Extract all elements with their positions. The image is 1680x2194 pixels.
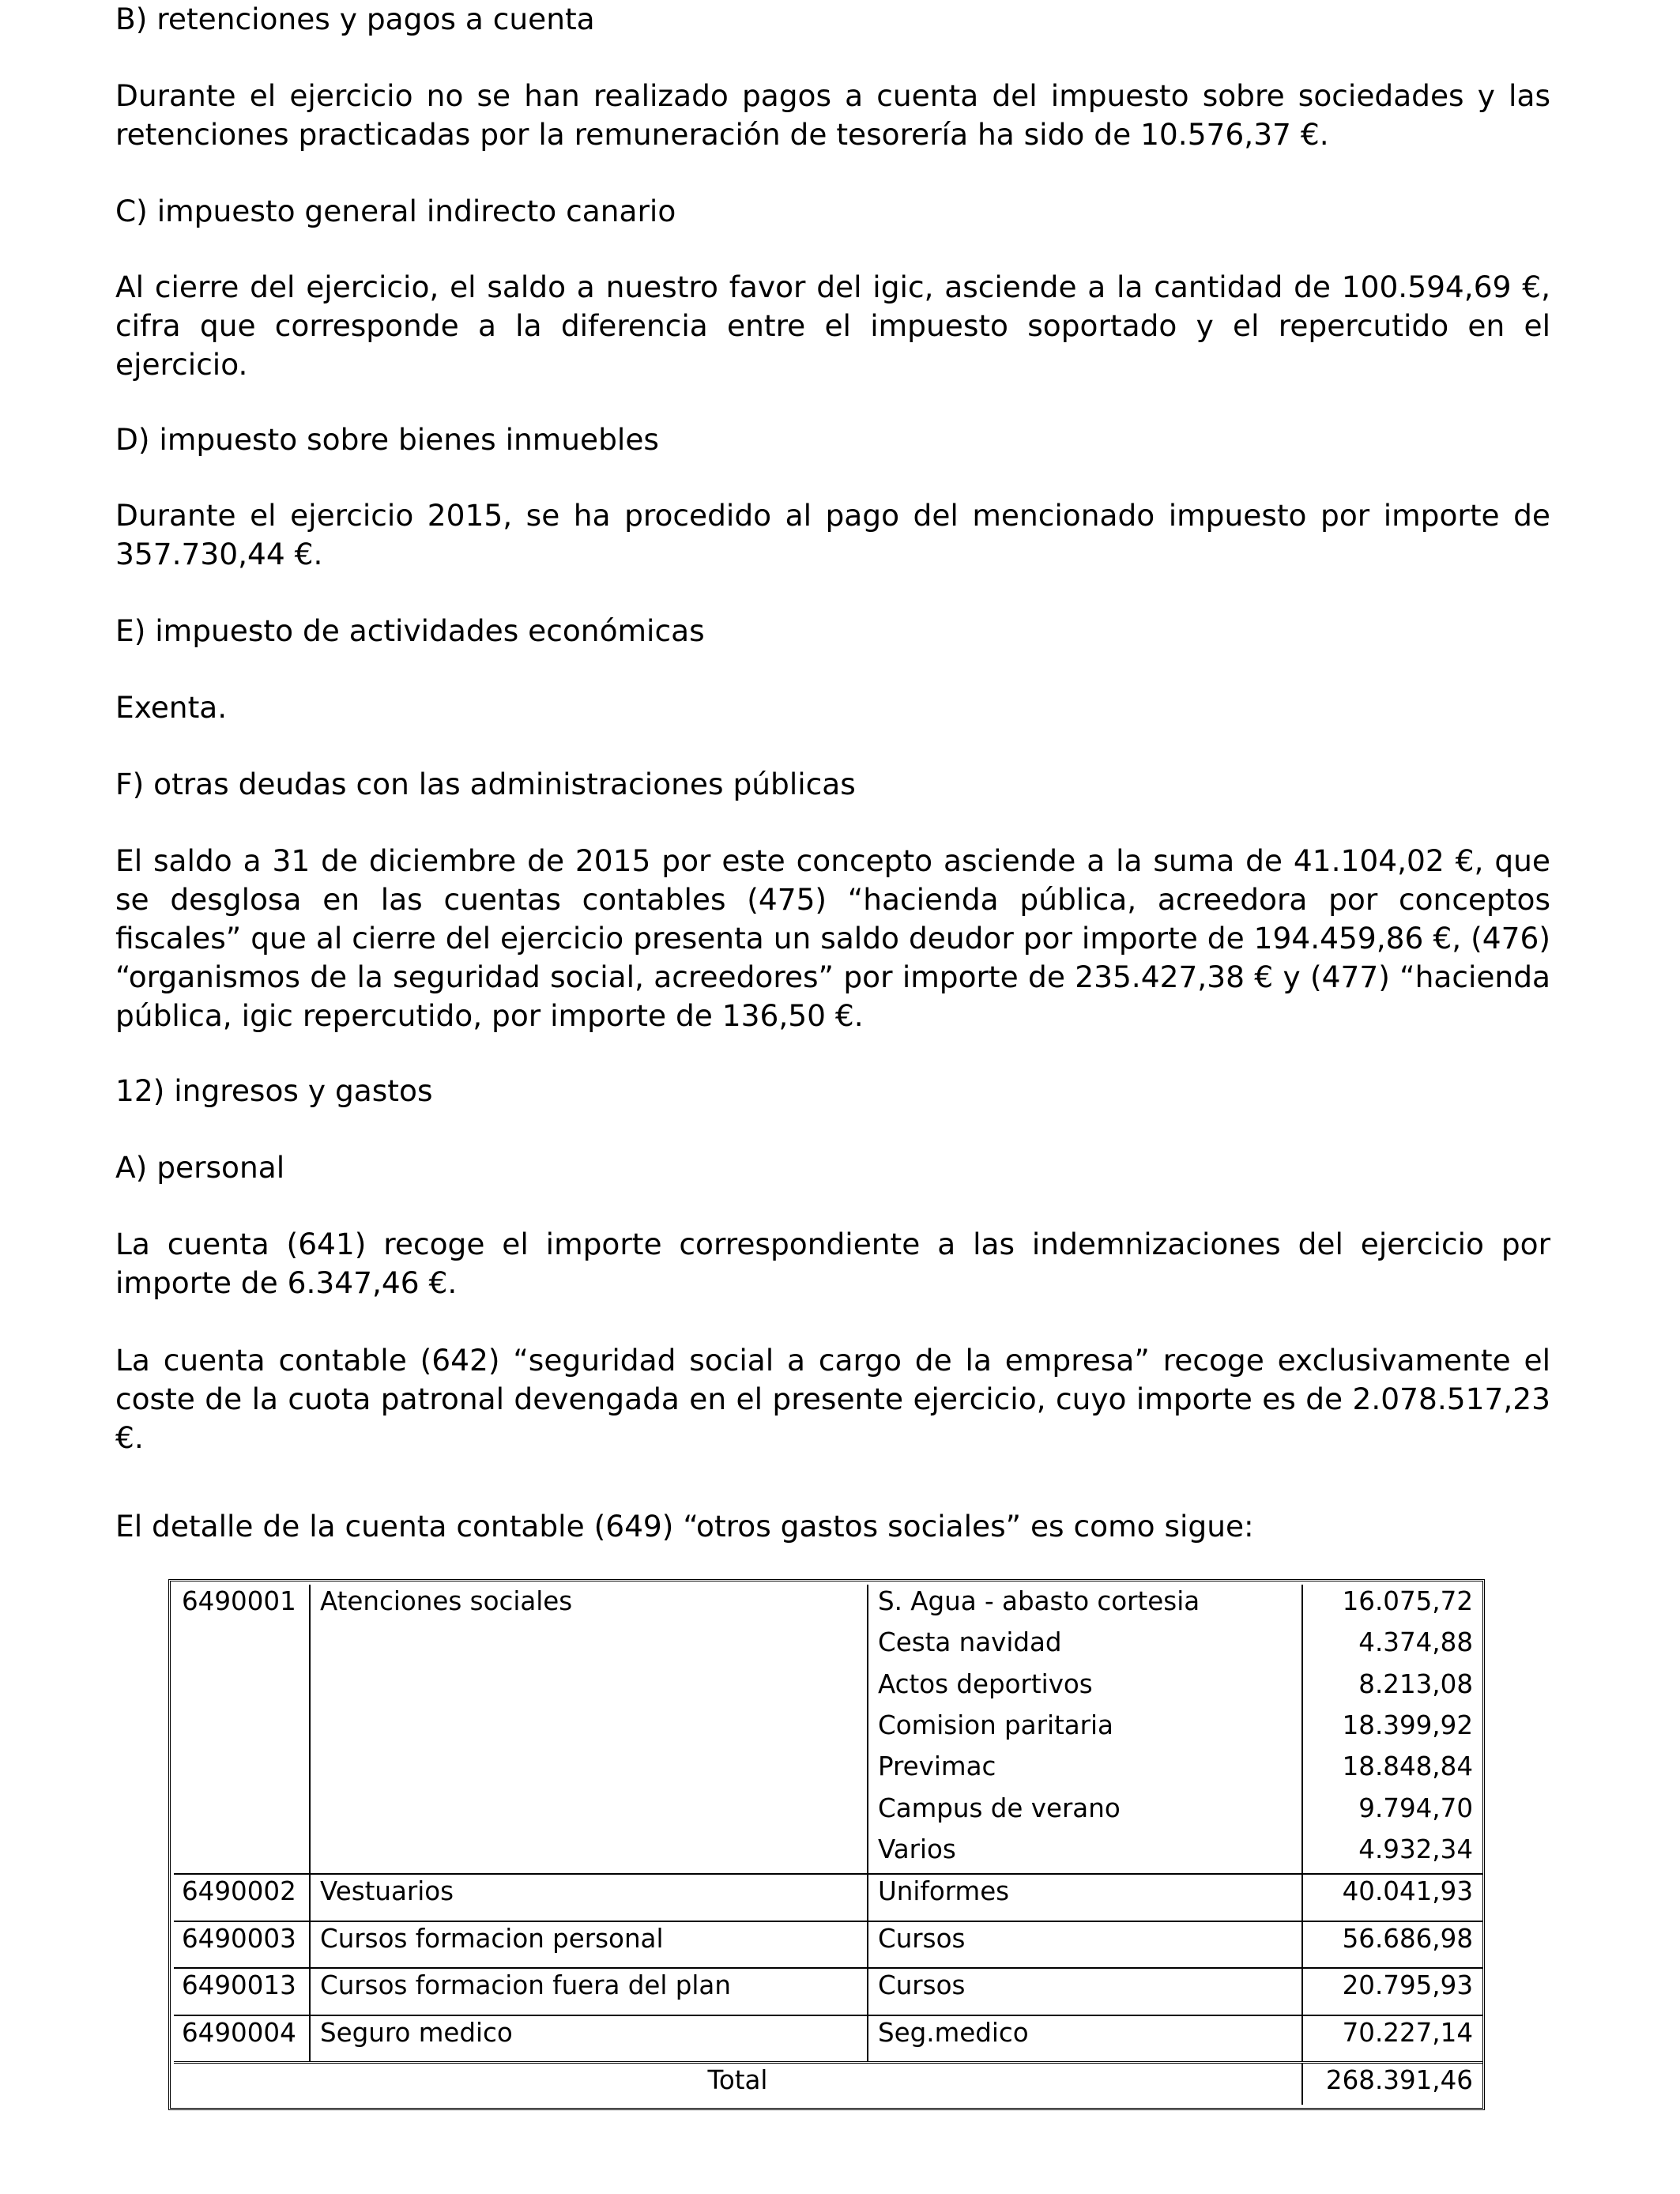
concept-cell: Actos deportivos xyxy=(868,1668,1302,1709)
account-name-cell xyxy=(310,1626,868,1667)
amount-cell: 18.399,92 xyxy=(1302,1709,1482,1750)
concept-cell: Cursos xyxy=(868,1921,1302,1969)
table-row xyxy=(174,1668,1482,1709)
account-name-cell: Atenciones sociales xyxy=(310,1585,868,1626)
paragraph-642: La cuenta contable (642) “seguridad social a cargo de la empresa” recoge exclusivamente el coste de la cuota patronal devengada en el presente ejercicio, cuyo importe es de 2.078.517,23 €. xyxy=(115,1343,1550,1455)
section-text-f: El saldo a 31 de diciembre de 2015 por este concepto asciende a la suma de 41.104,02 €, que se desglosa en las cuentas contables (475) “hacienda pública, acreedora por conceptos fiscales” que al cierre del ejercicio presenta un saldo deudor por importe de 194.459,86 €, (476) “organismos de la seguridad social, acreedores” por importe de 235.427,38 € y (477) “hacienda pública, igic repercutido, por importe de 136,50 €. xyxy=(115,843,1550,1033)
account-name-cell: Vestuarios xyxy=(310,1874,868,1921)
table-row xyxy=(174,1585,1482,1626)
account-name-cell xyxy=(310,1833,868,1874)
table-row xyxy=(174,1709,1482,1750)
concept-cell: Uniformes xyxy=(868,1874,1302,1921)
section-text-e: Exenta. xyxy=(115,690,228,725)
section-heading-e: E) impuesto de actividades económicas xyxy=(115,613,705,648)
table-total-row xyxy=(174,2063,1482,2105)
section-heading-b: B) retenciones y pagos a cuenta xyxy=(115,2,595,36)
section-heading-12: 12) ingresos y gastos xyxy=(115,1073,433,1108)
concept-cell: Seg.medico xyxy=(868,2015,1302,2063)
total-amount: 268.391,46 xyxy=(1302,2063,1482,2105)
account-name-cell xyxy=(310,1668,868,1709)
table-row xyxy=(174,2015,1482,2063)
social-expenses-grid xyxy=(174,1585,1482,2105)
section-heading-d: D) impuesto sobre bienes inmuebles xyxy=(115,422,659,457)
table-row xyxy=(174,1921,1482,1969)
amount-cell: 56.686,98 xyxy=(1302,1921,1482,1969)
amount-cell: 4.374,88 xyxy=(1302,1626,1482,1667)
amount-cell: 8.213,08 xyxy=(1302,1668,1482,1709)
account-name-cell: Seguro medico xyxy=(310,2015,868,2063)
account-code-cell xyxy=(174,1668,310,1709)
table-row xyxy=(174,1750,1482,1791)
account-code-cell xyxy=(174,1626,310,1667)
account-code-cell: 6490013 xyxy=(174,1968,310,2015)
amount-cell: 9.794,70 xyxy=(1302,1792,1482,1833)
section-text-c: Al cierre del ejercicio, el saldo a nuestro favor del igic, asciende a la cantidad de 100.594,69 €, cifra que corresponde a la diferencia entre el impuesto soportado y el repercutido en el ejercicio. xyxy=(115,270,1550,382)
table-row xyxy=(174,1626,1482,1667)
concept-cell: Varios xyxy=(868,1833,1302,1874)
section-heading-c: C) impuesto general indirecto canario xyxy=(115,194,676,228)
total-label: Total xyxy=(707,2065,768,2096)
account-code-cell: 6490002 xyxy=(174,1874,310,1921)
account-code-cell xyxy=(174,1833,310,1874)
account-code-cell xyxy=(174,1792,310,1833)
account-name-cell xyxy=(310,1709,868,1750)
account-code-cell xyxy=(174,1750,310,1791)
concept-cell: Cursos xyxy=(868,1968,1302,2015)
amount-cell: 16.075,72 xyxy=(1302,1585,1482,1626)
amount-cell: 20.795,93 xyxy=(1302,1968,1482,2015)
table-row xyxy=(174,1968,1482,2015)
account-code-cell: 6490001 xyxy=(182,1586,296,1616)
account-name-cell xyxy=(310,1792,868,1833)
account-code-cell xyxy=(174,1709,310,1750)
concept-cell: S. Agua - abasto cortesia xyxy=(868,1585,1302,1626)
table-row xyxy=(174,1792,1482,1833)
concept-cell: Previmac xyxy=(868,1750,1302,1791)
account-name-cell: Cursos formacion personal xyxy=(310,1921,868,1969)
paragraph-641: La cuenta (641) recoge el importe correspondiente a las indemnizaciones del ejercicio por importe de 6.347,46 €. xyxy=(115,1227,1550,1300)
section-text-b: Durante el ejercicio no se han realizado pagos a cuenta del impuesto sobre sociedades y las retenciones practicadas por la remuneración de tesorería ha sido de 10.576,37 €. xyxy=(115,78,1550,152)
amount-cell: 40.041,93 xyxy=(1302,1874,1482,1921)
account-name-cell xyxy=(310,1750,868,1791)
concept-cell: Cesta navidad xyxy=(868,1626,1302,1667)
account-code-cell: 6490004 xyxy=(174,2015,310,2063)
social-expenses-table xyxy=(168,1579,1485,2110)
section-heading-f: F) otras deudas con las administraciones públicas xyxy=(115,767,856,801)
section-heading-a: A) personal xyxy=(115,1150,285,1185)
concept-cell: Comision paritaria xyxy=(868,1709,1302,1750)
account-code-cell: 6490003 xyxy=(174,1921,310,1969)
amount-cell: 18.848,84 xyxy=(1302,1750,1482,1791)
table-body xyxy=(174,1585,1482,2105)
account-name-cell: Cursos formacion fuera del plan xyxy=(310,1968,868,2015)
amount-cell: 4.932,34 xyxy=(1302,1833,1482,1874)
amount-cell: 70.227,14 xyxy=(1302,2015,1482,2063)
table-row xyxy=(174,1833,1482,1874)
concept-cell: Campus de verano xyxy=(868,1792,1302,1833)
table-row xyxy=(174,1874,1482,1921)
section-text-d: Durante el ejercicio 2015, se ha procedido al pago del mencionado impuesto por importe de 357.730,44 €. xyxy=(115,498,1550,571)
paragraph-649: El detalle de la cuenta contable (649) “otros gastos sociales” es como sigue: xyxy=(115,1509,1254,1544)
